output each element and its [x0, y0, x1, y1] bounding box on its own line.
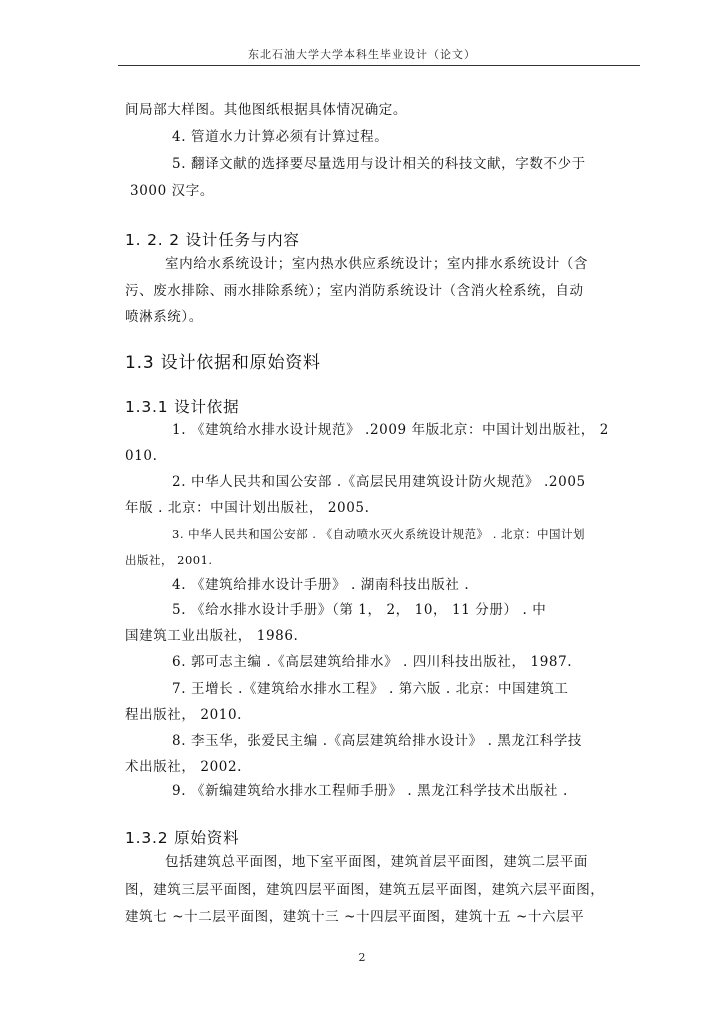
reference-line: 4. 《建筑给排水设计手册》 . 湖南科技出版社 .	[172, 577, 470, 593]
section-heading-1-3-1: 1.3.1 设计依据	[125, 398, 240, 416]
section-heading-1-3-2: 1.3.2 原始资料	[125, 829, 240, 847]
paragraph-line: 3000 汉字。	[130, 183, 214, 199]
paragraph-line: 图，建筑三层平面图，建筑四层平面图，建筑五层平面图，建筑六层平面图，	[125, 882, 605, 898]
paragraph-line: 喷淋系统）。	[125, 309, 203, 325]
reference-line: 6. 郭可志主编 .《高层建筑给排水》 . 四川科技出版社， 1987.	[172, 654, 573, 670]
paragraph-line: 室内给水系统设计；室内热水供应系统设计；室内排水系统设计（含	[165, 256, 588, 272]
section-heading-1-3: 1.3 设计依据和原始资料	[125, 353, 321, 373]
reference-line: 国建筑工业出版社， 1986.	[125, 628, 299, 644]
list-item: 5. 翻译文献的选择要尽量选用与设计相关的科技文献，字数不少于	[172, 156, 586, 172]
reference-line: 2. 中华人民共和国公安部 .《高层民用建筑设计防火规范》 .2005	[172, 474, 586, 490]
header-rule	[118, 65, 640, 66]
reference-line: 年版 . 北京：中国计划出版社， 2005.	[125, 500, 370, 516]
section-heading-1-2-2: 1. 2. 2 设计任务与内容	[125, 231, 300, 249]
reference-line: 7. 王增长 .《建筑给水排水工程》 . 第六版 . 北京：中国建筑工	[172, 681, 569, 697]
page-number: 2	[358, 951, 366, 964]
reference-line: 1. 《建筑给水排水设计规范》 .2009 年版北京：中国计划出版社， 2	[172, 422, 609, 438]
reference-line: 8. 李玉华，张爱民主编 .《高层建筑给排水设计》 . 黑龙江科学技	[172, 733, 583, 749]
reference-line: 程出版社， 2010.	[125, 707, 243, 723]
reference-line: 3. 中华人民共和国公安部 . 《自动喷水灭火系统设计规范》 . 北京：中国计划	[172, 527, 586, 541]
reference-line: 出版社， 2001.	[125, 553, 213, 567]
reference-line: 010.	[125, 448, 158, 464]
paragraph-line: 包括建筑总平面图，地下室平面图，建筑首层平面图，建筑二层平面	[165, 854, 588, 870]
reference-line: 术出版社， 2002.	[125, 759, 243, 775]
reference-line: 5. 《给水排水设计手册》（第 1， 2， 10， 11 分册） . 中	[172, 602, 547, 618]
paragraph-line: 污、废水排除、雨水排除系统）；室内消防系统设计（含消火栓系统，自动	[125, 283, 584, 299]
paragraph-line: 间局部大样图。其他图纸根据具体情况确定。	[125, 102, 407, 118]
reference-line: 9. 《新编建筑给水排水工程师手册》 . 黑龙江科学技术出版社 .	[172, 783, 568, 799]
header-title: 东北石油大学大学本科生毕业设计（论文）	[248, 48, 476, 61]
paragraph-line: 建筑七 ~十二层平面图，建筑十三 ~十四层平面图，建筑十五 ~十六层平	[125, 909, 585, 925]
list-item: 4. 管道水力计算必须有计算过程。	[172, 129, 389, 145]
